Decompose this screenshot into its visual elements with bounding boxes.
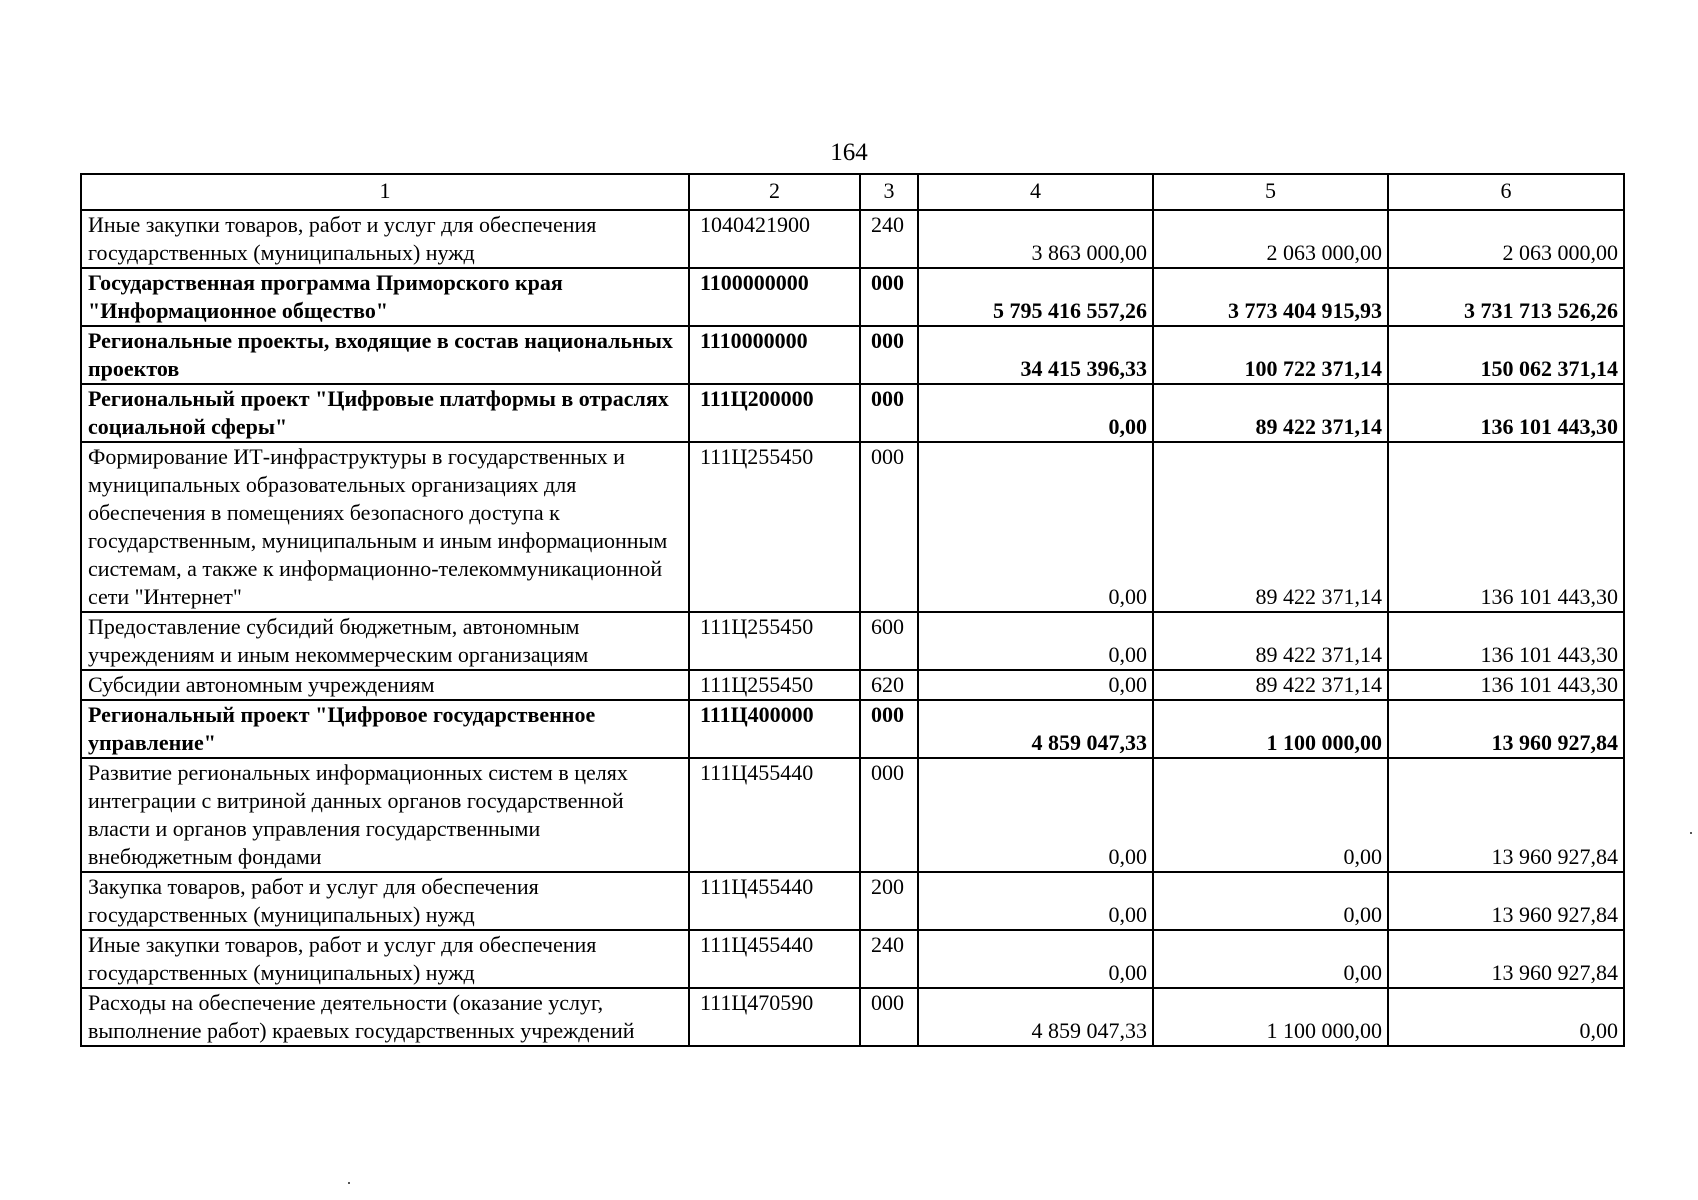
row-amount-col5-cell: 1 100 000,00 [1153, 700, 1388, 758]
row-expense-type-cell: 000 [860, 268, 918, 326]
row-name-cell: Иные закупки товаров, работ и услуг для обеспечения государственных (муниципальных) нужд [81, 930, 689, 988]
row-code-cell: 111Ц470590 [689, 988, 860, 1046]
table-row [81, 700, 1624, 758]
row-code-cell: 111Ц200000 [689, 384, 860, 442]
row-amount-col5-cell: 3 773 404 915,93 [1153, 268, 1388, 326]
table-row [81, 384, 1624, 442]
row-amount-col5-cell: 0,00 [1153, 758, 1388, 872]
row-name-cell: Государственная программа Приморского края "Информационное общество" [81, 268, 689, 326]
row-amount-col5-cell: 89 422 371,14 [1153, 384, 1388, 442]
row-amount-col5-cell: 0,00 [1153, 872, 1388, 930]
row-name-cell: Развитие региональных информационных систем в целях интеграции с витриной данных органов государственной власти и органов управления государственными внебюджетным фондами [81, 758, 689, 872]
row-amount-col4-cell: 0,00 [918, 758, 1153, 872]
header-cell-6: 6 [1388, 174, 1624, 210]
row-amount-col5-cell: 89 422 371,14 [1153, 612, 1388, 670]
header-cell-3: 3 [860, 174, 918, 210]
row-expense-type-cell: 000 [860, 326, 918, 384]
row-amount-col4-cell: 0,00 [918, 612, 1153, 670]
row-amount-col6-cell: 3 731 713 526,26 [1388, 268, 1624, 326]
row-amount-col6-cell: 136 101 443,30 [1388, 442, 1624, 612]
row-code-cell: 111Ц455440 [689, 930, 860, 988]
table-row [81, 326, 1624, 384]
row-code-cell: 1040421900 [689, 210, 860, 268]
row-amount-col6-cell: 13 960 927,84 [1388, 930, 1624, 988]
table-row [81, 442, 1624, 612]
table-row [81, 930, 1624, 988]
header-cell-1: 1 [81, 174, 689, 210]
row-expense-type-cell: 000 [860, 988, 918, 1046]
row-name-cell: Региональный проект "Цифровое государственное управление" [81, 700, 689, 758]
row-amount-col4-cell: 3 863 000,00 [918, 210, 1153, 268]
row-amount-col6-cell: 13 960 927,84 [1388, 872, 1624, 930]
header-cell-5: 5 [1153, 174, 1388, 210]
row-amount-col5-cell: 1 100 000,00 [1153, 988, 1388, 1046]
table-row [81, 210, 1624, 268]
row-amount-col4-cell: 0,00 [918, 930, 1153, 988]
row-expense-type-cell: 600 [860, 612, 918, 670]
row-name-cell: Предоставление субсидий бюджетным, автономным учреждениям и иным некоммерческим организациям [81, 612, 689, 670]
row-expense-type-cell: 000 [860, 442, 918, 612]
table-row [81, 670, 1624, 700]
row-amount-col6-cell: 136 101 443,30 [1388, 612, 1624, 670]
row-expense-type-cell: 240 [860, 210, 918, 268]
row-amount-col4-cell: 0,00 [918, 442, 1153, 612]
row-code-cell: 111Ц455440 [689, 872, 860, 930]
row-code-cell: 111Ц255450 [689, 612, 860, 670]
scan-speck [348, 1182, 350, 1184]
row-amount-col4-cell: 0,00 [918, 670, 1153, 700]
row-amount-col4-cell: 34 415 396,33 [918, 326, 1153, 384]
row-name-cell: Субсидии автономным учреждениям [81, 670, 689, 700]
row-code-cell: 1110000000 [689, 326, 860, 384]
row-amount-col5-cell: 100 722 371,14 [1153, 326, 1388, 384]
row-expense-type-cell: 000 [860, 700, 918, 758]
row-amount-col4-cell: 5 795 416 557,26 [918, 268, 1153, 326]
row-code-cell: 111Ц455440 [689, 758, 860, 872]
table-row [81, 612, 1624, 670]
row-amount-col6-cell: 2 063 000,00 [1388, 210, 1624, 268]
row-code-cell: 111Ц400000 [689, 700, 860, 758]
row-expense-type-cell: 000 [860, 384, 918, 442]
row-code-cell: 111Ц255450 [689, 670, 860, 700]
row-expense-type-cell: 240 [860, 930, 918, 988]
row-code-cell: 111Ц255450 [689, 442, 860, 612]
row-amount-col5-cell: 2 063 000,00 [1153, 210, 1388, 268]
row-amount-col5-cell: 89 422 371,14 [1153, 442, 1388, 612]
row-name-cell: Формирование ИТ-инфраструктуры в государственных и муниципальных образовательных организациях для обеспечения в помещениях безопасного доступа к государственным, муниципальным и иным информационным системам, а также к информационно-телекоммуникационной сети "Интернет" [81, 442, 689, 612]
header-row [81, 174, 1624, 210]
scan-speck [1690, 832, 1692, 834]
table-row [81, 872, 1624, 930]
table-row [81, 988, 1624, 1046]
row-amount-col5-cell: 0,00 [1153, 930, 1388, 988]
row-amount-col4-cell: 4 859 047,33 [918, 988, 1153, 1046]
row-expense-type-cell: 620 [860, 670, 918, 700]
row-amount-col5-cell: 89 422 371,14 [1153, 670, 1388, 700]
row-amount-col4-cell: 0,00 [918, 872, 1153, 930]
row-name-cell: Закупка товаров, работ и услуг для обеспечения государственных (муниципальных) нужд [81, 872, 689, 930]
budget-table [80, 173, 1625, 1047]
row-name-cell: Иные закупки товаров, работ и услуг для обеспечения государственных (муниципальных) нужд [81, 210, 689, 268]
page-number: 164 [830, 139, 868, 166]
header-cell-4: 4 [918, 174, 1153, 210]
table-row [81, 758, 1624, 872]
row-name-cell: Региональный проект "Цифровые платформы в отраслях социальной сферы" [81, 384, 689, 442]
row-amount-col6-cell: 136 101 443,30 [1388, 384, 1624, 442]
row-amount-col6-cell: 150 062 371,14 [1388, 326, 1624, 384]
row-amount-col4-cell: 0,00 [918, 384, 1153, 442]
row-expense-type-cell: 200 [860, 872, 918, 930]
row-amount-col6-cell: 13 960 927,84 [1388, 700, 1624, 758]
row-name-cell: Региональные проекты, входящие в состав национальных проектов [81, 326, 689, 384]
row-code-cell: 1100000000 [689, 268, 860, 326]
row-amount-col6-cell: 13 960 927,84 [1388, 758, 1624, 872]
table-body [81, 210, 1624, 1046]
row-amount-col6-cell: 0,00 [1388, 988, 1624, 1046]
row-expense-type-cell: 000 [860, 758, 918, 872]
row-amount-col4-cell: 4 859 047,33 [918, 700, 1153, 758]
row-amount-col6-cell: 136 101 443,30 [1388, 670, 1624, 700]
table-row [81, 268, 1624, 326]
header-cell-2: 2 [689, 174, 860, 210]
row-name-cell: Расходы на обеспечение деятельности (оказание услуг, выполнение работ) краевых государственных учреждений [81, 988, 689, 1046]
